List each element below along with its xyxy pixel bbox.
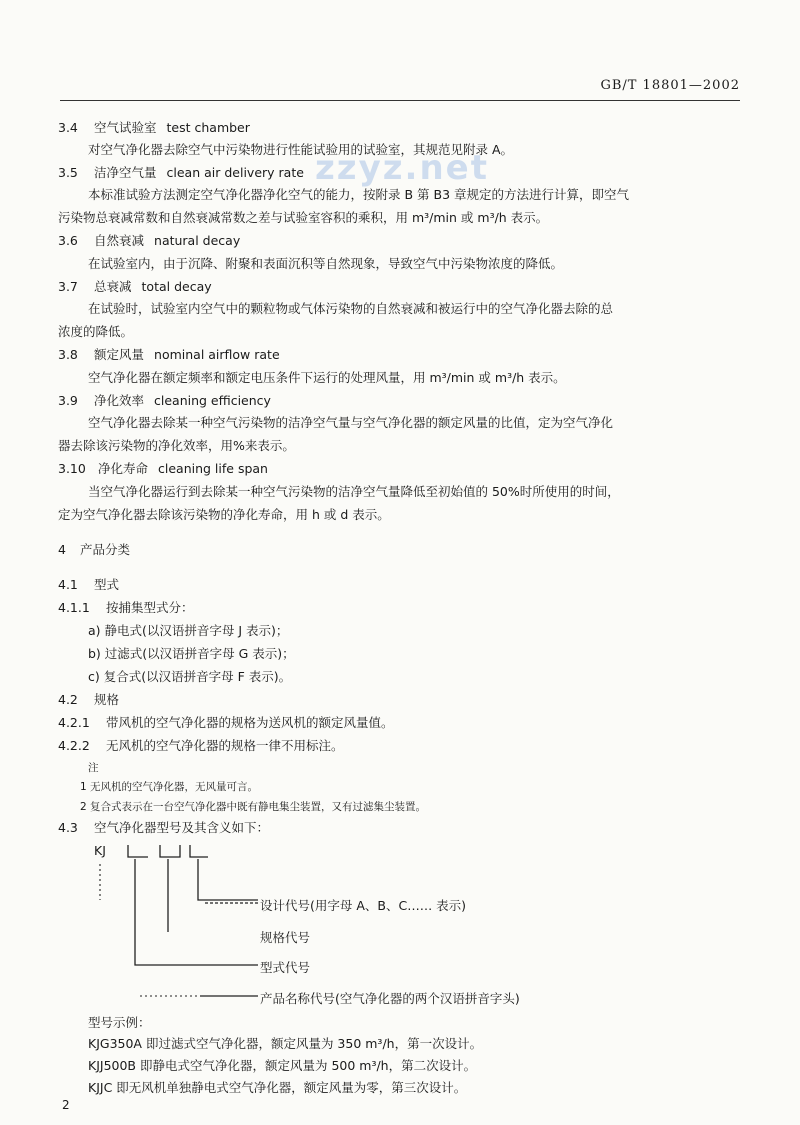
section-number: 3.4 <box>58 120 78 135</box>
list-item: b) 过滤式(以汉语拼音字母 G 表示)； <box>88 646 295 661</box>
section-number: 3.9 <box>58 393 78 408</box>
leader-type <box>135 859 258 965</box>
section-number: 4.1 <box>58 577 78 592</box>
section-3-9-body-1: 空气净化器去除某一种空气污染物的洁净空气量与空气净化器的额定风量的比值，定为空气净化 <box>88 415 614 430</box>
notes-label: 注 <box>88 762 99 774</box>
section-title: 洁净空气量 <box>94 165 157 180</box>
section-number: 4.1.1 <box>58 600 90 615</box>
note-1: 1 无风机的空气净化器，无风量可言。 <box>80 781 259 793</box>
section-3-9-body-2: 器去除该污染物的净化效率，用%来表示。 <box>58 438 295 453</box>
section-3-10-body-2: 定为空气净化器去除该污染物的净化寿命，用 h 或 d 表示。 <box>58 507 390 522</box>
page-number: 2 <box>62 1098 70 1112</box>
section-3-5-heading <box>58 165 304 181</box>
section-number: 3.7 <box>58 279 78 294</box>
section-number: 3.10 <box>58 461 86 476</box>
bracket-type <box>128 845 148 857</box>
section-title-en: total decay <box>141 279 212 294</box>
section-3-6-body: 在试验室内，由于沉降、附聚和表面沉积等自然现象，导致空气中污染物浓度的降低。 <box>88 256 564 271</box>
example-3: KJJC 即无风机单独静电式空气净化器，额定风量为零，第三次设计。 <box>88 1080 467 1095</box>
section-title: 净化寿命 <box>98 461 149 476</box>
section-3-7-body-2: 浓度的降低。 <box>58 324 134 339</box>
section-3-8-heading <box>58 347 280 363</box>
list-item: a) 静电式(以汉语拼音字母 J 表示)； <box>88 623 289 638</box>
section-3-7-body-1: 在试验时，试验室内空气中的颗粒物或气体污染物的自然衰减和被运行中的空气净化器去除的总 <box>88 301 614 316</box>
section-title-en: nominal airflow rate <box>154 347 280 362</box>
section-body: 带风机的空气净化器的规格为送风机的额定风量值。 <box>106 715 394 730</box>
section-number: 4.3 <box>58 820 78 835</box>
watermark: zzyz.net <box>315 148 489 188</box>
section-number: 3.5 <box>58 165 78 180</box>
section-4-2-2 <box>58 738 344 754</box>
label-spec-code: 规格代号 <box>260 930 311 945</box>
model-prefix: KJ <box>94 843 106 858</box>
header-rule <box>60 100 740 101</box>
section-body: 无风机的空气净化器的规格一律不用标注。 <box>106 738 344 753</box>
section-title-en: cleaning life span <box>158 461 268 476</box>
example-2: KJJ500B 即静电式空气净化器，额定风量为 500 m³/h，第二次设计。 <box>88 1058 477 1073</box>
label-design-code: 设计代号(用字母 A、B、C…… 表示) <box>260 898 467 913</box>
section-4-2-1 <box>58 715 394 731</box>
section-number: 4.2.1 <box>58 715 90 730</box>
section-title: 型式 <box>94 577 120 592</box>
section-4-1-heading <box>58 577 119 593</box>
leader-design <box>198 859 258 900</box>
examples-title: 型号示例： <box>88 1015 151 1030</box>
section-number: 4.2.2 <box>58 738 90 753</box>
section-number: 4.2 <box>58 692 78 707</box>
section-number: 3.6 <box>58 233 78 248</box>
section-title: 总衰减 <box>94 279 132 294</box>
bracket-spec <box>160 845 180 857</box>
section-title: 空气试验室 <box>94 120 157 135</box>
example-1: KJG350A 即过滤式空气净化器，额定风量为 350 m³/h，第一次设计。 <box>88 1036 483 1051</box>
section-title: 净化效率 <box>94 393 145 408</box>
section-3-9-heading <box>58 393 271 409</box>
note-2: 2 复合式表示在一台空气净化器中既有静电集尘装置，又有过滤集尘装置。 <box>80 801 427 813</box>
section-title: 产品分类 <box>80 542 131 557</box>
section-number: 3.8 <box>58 347 78 362</box>
page-header: GB/T 18801—2002 <box>600 78 740 93</box>
section-title-en: natural decay <box>154 233 241 248</box>
section-title: 按捕集型式分： <box>106 600 194 615</box>
section-3-6-heading <box>58 233 240 249</box>
section-title: 规格 <box>94 692 120 707</box>
list-item: c) 复合式(以汉语拼音字母 F 表示)。 <box>88 669 292 684</box>
section-title: 自然衰减 <box>94 233 145 248</box>
label-type-code: 型式代号 <box>260 960 311 975</box>
section-4-heading <box>58 542 130 558</box>
section-3-5-body-1: 本标准试验方法测定空气净化器净化空气的能力，按附录 B 第 B3 章规定的方法进行计算，即空气 <box>88 187 629 202</box>
label-name-code: 产品名称代号(空气净化器的两个汉语拼音字头) <box>260 991 520 1006</box>
section-title-en: clean air delivery rate <box>166 165 304 180</box>
section-3-4-body: 对空气净化器去除空气中污染物进行性能试验用的试验室，其规范见附录 A。 <box>88 142 514 157</box>
section-title-en: cleaning efficiency <box>154 393 271 408</box>
section-3-7-heading <box>58 279 212 295</box>
section-3-5-body-2: 污染物总衰减常数和自然衰减常数之差与试验室容积的乘积，用 m³/min 或 m³/h 表示。 <box>58 210 549 225</box>
section-4-1-1-heading <box>58 600 194 616</box>
section-3-8-body: 空气净化器在额定频率和额定电压条件下运行的处理风量，用 m³/min 或 m³/h 表示。 <box>88 370 566 385</box>
section-title-en: test chamber <box>166 120 250 135</box>
section-3-10-body-1: 当空气净化器运行到去除某一种空气污染物的洁净空气量降低至初始值的 50%时所使用的时间， <box>88 484 620 499</box>
section-title: 空气净化器型号及其含义如下： <box>94 820 270 835</box>
section-3-10-heading <box>58 461 268 477</box>
section-4-2-heading <box>58 692 119 708</box>
section-3-4-heading <box>58 120 250 136</box>
section-4-3-heading <box>58 820 269 836</box>
section-title: 额定风量 <box>94 347 145 362</box>
section-number: 4 <box>58 542 66 557</box>
bracket-design <box>190 845 208 857</box>
